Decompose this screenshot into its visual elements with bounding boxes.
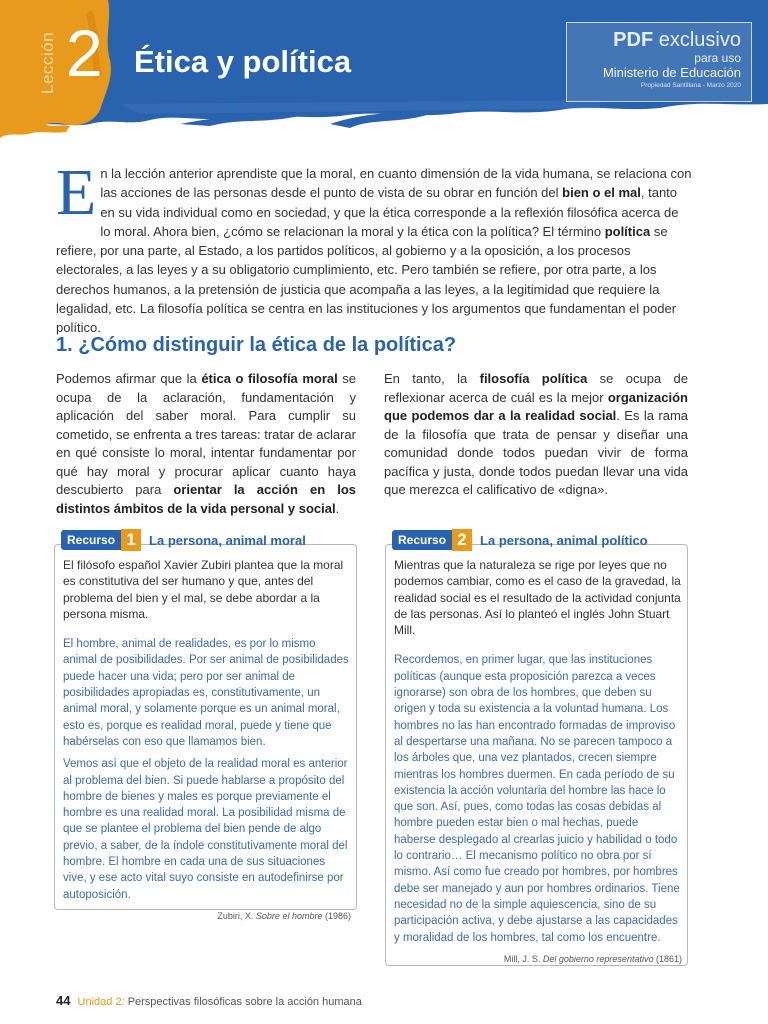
right-text-3: . Es la rama de la filosofía que trata de pensar y diseñar una comunidad donde todos puedan vivir de forma pacífica y justa, donde todos puedan llevar una vida que merezca el calificativo de «digna». — [384, 408, 689, 497]
left-bold-2: orientar la acción en los distintos ámbitos de la vida personal y social — [56, 482, 356, 516]
page-footer — [56, 993, 362, 1008]
section-heading: 1. ¿Cómo distinguir la ética de la política? — [56, 334, 457, 356]
lesson-word: Lección — [38, 31, 57, 95]
intro-text-1: n la lección anterior aprendiste que la moral, en cuanto dimensión de la vida humana, se relaciona con las acciones de las personas desde el punto de vista de su obrar en función del — [100, 166, 692, 201]
resource-intro: Mientras que la naturaleza se rige por leyes que no podemos cambiar, como es el caso de la gravedad, la realidad social es el resultado de la actividad conjunta de las personas. Así lo planteó el inglés John Stuart Mill. — [394, 558, 681, 638]
right-text-1: En tanto, la — [384, 371, 480, 386]
citation-author: Zubiri, X. — [217, 910, 254, 921]
watermark-ministry: Ministerio de Educación — [602, 65, 741, 80]
left-text-3: . — [335, 500, 340, 516]
right-column-text — [384, 370, 688, 500]
resource-number: 2 — [452, 529, 472, 551]
resource-box-1 — [54, 530, 357, 921]
watermark-use: para uso — [694, 51, 741, 65]
left-text-1: Podemos afirmar que la — [56, 371, 202, 386]
intro-bold-1: bien o el mal — [562, 185, 641, 201]
resource-title: La persona, animal moral — [149, 532, 306, 548]
resource-intro: El filósofo español Xavier Zubiri plantea que la moral es constitutiva del ser humano y que, antes del problema del bien y el mal, se debe abordar a la persona misma. — [63, 558, 344, 621]
citation-work: Del gobierno representativo — [542, 953, 654, 964]
intro-text-3: se refiere, por una parte, al Estado, a los partidos políticos, al gobierno y a la oposición, a los procesos electorales, a las leyes y a su obligatorio cumplimiento, etc. Pero también se refiere, por otra parte, a los derechos humanos, a la pretensión de justicia que acompaña a las leyes, a la legitimidad que requiere la legalidad, etc. La filosofía política se centra en las instituciones y los argumentos que fundamentan el poder político. — [56, 223, 677, 336]
lesson-header — [0, 0, 768, 160]
resource-citation — [394, 954, 682, 964]
resource-label: Recurso — [392, 530, 452, 550]
drop-cap: E — [56, 156, 97, 229]
right-bold-2: organización que podemos dar a la realidad social — [384, 389, 688, 423]
right-bold-1: filosofía política — [479, 371, 588, 386]
intro-paragraph — [56, 156, 692, 338]
lesson-title: Ética y política — [134, 44, 352, 79]
citation-year: (1861) — [655, 953, 682, 964]
resource-box-2 — [385, 530, 688, 966]
watermark-exclusive: exclusivo — [658, 29, 741, 51]
resource-quote: Recordemos, en primer lugar, que las instituciones políticas (aunque esta proposición parezca a veces ignorarse) son obra de los hombres, que deben su origen y toda su existencia a la voluntad humana. Los hombres no las han encontrado formadas de improviso al despertarse una mañana. No se parecen tampoco a los árboles que, una vez plantados, crecen siempre mientras los hombres duermen. En cada período de su existencia la acción voluntaria del hombre las hace lo que son. Así, pues, como todas las cosas debidas al hombre pueden estar bien o mal hechas, puede haberse desplegado al crearlas juicio y habilidad o todo lo contrario… El mecanismo político no obra por sí mismo. Así como fue creado por hombres, por hombres debe ser manejado y aun por hombres ordinarios. Tiene necesidad no de la simple aquiescencia, sino de su participación activa, y debe ajustarse a las capacidades y moralidad de los hombres, tal como los encuentre. — [394, 654, 680, 944]
resource-title: La persona, animal político — [480, 532, 648, 548]
watermark-pdf-line — [567, 29, 741, 51]
page-number: 44 — [56, 993, 71, 1008]
lesson-number: 2 — [66, 16, 103, 90]
resource-quote: El hombre, animal de realidades, es por lo mismo animal de posibilidades. Por ser animal de posibilidades puede hacer una vida; pero por ser animal de posibilidades apropiadas es, constitutivamente, un animal moral, y solamente porque es un animal moral, esto es, porque es realidad moral, puede y tiene que habérselas con eso que llamamos bien. — [63, 638, 349, 748]
left-column-text — [56, 370, 356, 518]
resource-tag — [61, 529, 306, 551]
resource-tag — [392, 529, 648, 551]
citation-author: Mill, J. S. — [503, 953, 541, 964]
watermark-property: Propiedad Santillana - Marzo 2020 — [640, 82, 741, 89]
resource-quote: Vemos así que el objeto de la realidad moral es anterior al problema del bien. Si puede hablarse a propósito del hombre de bienes y males es porque previamente el hombre es una realidad moral. La posibilidad misma de que se plantee el problema del bien pende de algo previo, a saber, de la índole constitutivamente moral del hombre. El hombre en cada una de sus situaciones vive, y ese acto vital suyo consiste en autodefinirse por autoposición. — [63, 758, 348, 901]
citation-year: (1986) — [324, 910, 351, 921]
intro-bold-2: política — [604, 223, 651, 239]
resource-body — [63, 557, 351, 921]
watermark-box — [566, 22, 752, 102]
citation-work: Sobre el hombre — [255, 910, 323, 921]
resource-citation — [63, 911, 351, 921]
watermark-pdf: PDF — [613, 29, 654, 51]
unit-label: Unidad 2: — [77, 996, 125, 1008]
resource-body — [394, 557, 682, 964]
intro-text-2: , tanto en su vida individual como en sociedad, y que la ética corresponde a la reflexión filosófica acerca de lo moral. Ahora bien, ¿cómo se relacionan la moral y la ética con la política? El término — [100, 185, 679, 239]
right-text-2: se ocupa de reflexionar acerca de cuál es la mejor — [384, 371, 688, 405]
resource-label: Recurso — [61, 530, 121, 550]
unit-title: Perspectivas filosóficas sobre la acción humana — [127, 996, 362, 1008]
left-bold-1: ética o filosofía moral — [201, 371, 338, 386]
left-text-2: se ocupa de la aclaración, fundamentación y aplicación del saber moral. Para cumplir su cometido, se enfrenta a tres tareas: tratar de aclarar en qué consiste lo moral, intentar fundamentar por qué hay moral y procurar aplicar cuanto haya descubierto para — [56, 371, 356, 497]
resource-number: 1 — [121, 529, 141, 551]
